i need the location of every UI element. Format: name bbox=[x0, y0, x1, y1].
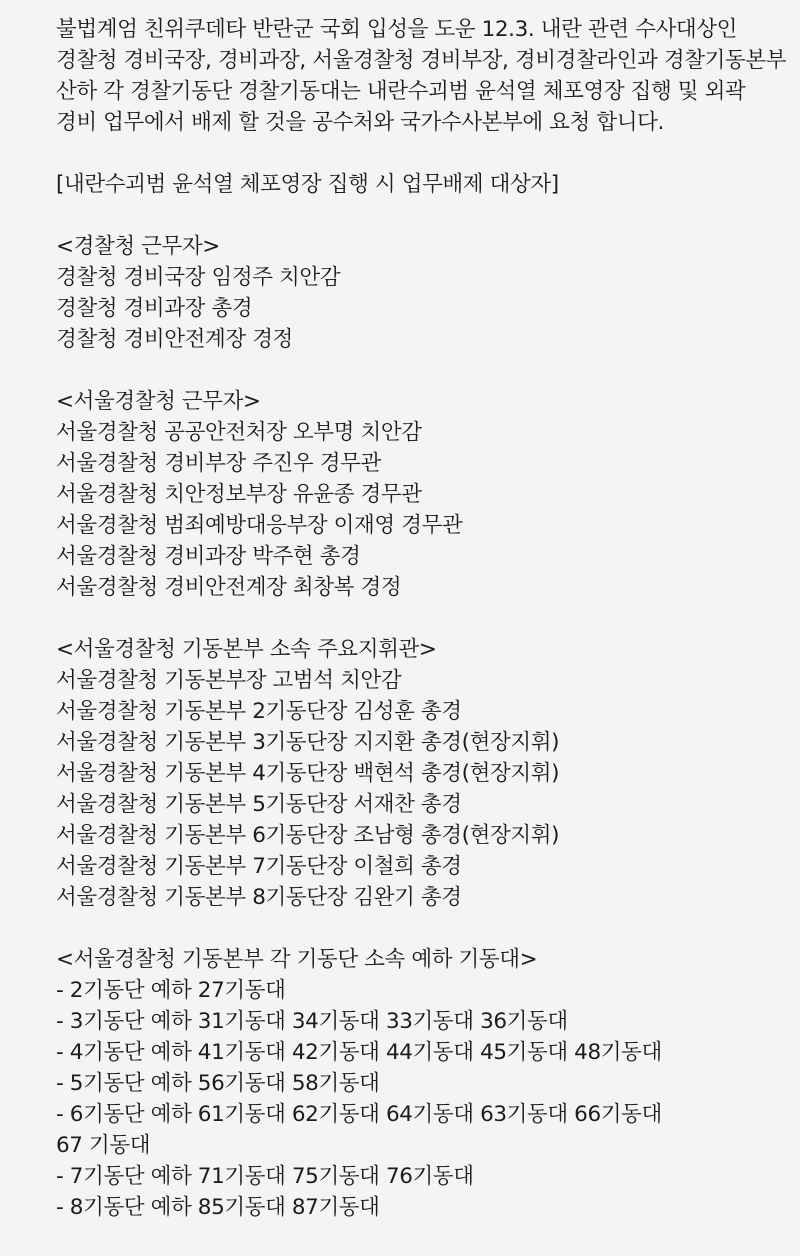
spacer bbox=[56, 355, 790, 386]
list-item: - 5기동단 예하 56기동대 58기동대 bbox=[56, 1071, 380, 1096]
list-item: 경찰청 경비과장 총경 bbox=[56, 296, 253, 321]
list-item: 서울경찰청 경비안전계장 최창복 경정 bbox=[56, 575, 402, 600]
list-item: 서울경찰청 경비부장 주진우 경무관 bbox=[56, 451, 381, 476]
spacer bbox=[56, 913, 790, 944]
intro-paragraph: 불법계엄 친위쿠데타 반란군 국회 입성을 도운 12.3. 내란 관련 수사대상인 경찰청 경비국장, 경비과장, 서울경찰청 경비부장, 경비경찰라인과 경찰기동본부 산하 각 경찰기동단 경찰기동대는 내란수괴범 윤석열 체포영장 집행 및 외곽 경비 업무에서 배제 할 것을 공수처와 국가수사본부에 요청 합니다. bbox=[56, 17, 787, 135]
list-item: 서울경찰청 기동본부장 고범석 치안감 bbox=[56, 668, 402, 693]
list-item: - 8기동단 예하 85기동대 87기동대 bbox=[56, 1195, 380, 1220]
section-mobile-units bbox=[56, 944, 790, 1223]
list-item: 서울경찰청 기동본부 6기동단장 조남형 총경(현장지휘) bbox=[56, 823, 560, 848]
list-item: 서울경찰청 경비과장 박주현 총경 bbox=[56, 544, 361, 569]
list-item: 서울경찰청 기동본부 5기동단장 서재찬 총경 bbox=[56, 792, 462, 817]
section-title: <경찰청 근무자> bbox=[56, 234, 220, 259]
list-item: 경찰청 경비안전계장 경정 bbox=[56, 327, 293, 352]
list-item: - 2기동단 예하 27기동대 bbox=[56, 978, 286, 1003]
section-seoul-police bbox=[56, 386, 790, 603]
list-item: - 7기동단 예하 71기동대 75기동대 76기동대 bbox=[56, 1164, 474, 1189]
section-title: <서울경찰청 기동본부 각 기동단 소속 예하 기동대> bbox=[56, 947, 538, 972]
spacer bbox=[56, 200, 790, 231]
list-item: 서울경찰청 기동본부 4기동단장 백현석 총경(현장지휘) bbox=[56, 761, 560, 786]
section-title: <서울경찰청 기동본부 소속 주요지휘관> bbox=[56, 637, 437, 662]
spacer bbox=[56, 603, 790, 634]
document-body bbox=[56, 14, 790, 1223]
list-title: [내란수괴범 윤석열 체포영장 집행 시 업무배제 대상자] bbox=[56, 172, 559, 197]
list-item: 서울경찰청 기동본부 7기동단장 이철희 총경 bbox=[56, 854, 462, 879]
list-item: 67 기동대 bbox=[56, 1133, 151, 1158]
list-item: - 6기동단 예하 61기동대 62기동대 64기동대 63기동대 66기동대 bbox=[56, 1102, 662, 1127]
list-item: - 3기동단 예하 31기동대 34기동대 33기동대 36기동대 bbox=[56, 1009, 568, 1034]
list-item: 서울경찰청 기동본부 8기동단장 김완기 총경 bbox=[56, 885, 462, 910]
section-mobile-commanders bbox=[56, 634, 790, 913]
list-item: 경찰청 경비국장 임정주 치안감 bbox=[56, 265, 341, 290]
list-item: - 4기동단 예하 41기동대 42기동대 44기동대 45기동대 48기동대 bbox=[56, 1040, 662, 1065]
section-title: <서울경찰청 근무자> bbox=[56, 389, 261, 414]
spacer bbox=[56, 138, 790, 169]
list-item: 서울경찰청 범죄예방대응부장 이재영 경무관 bbox=[56, 513, 463, 538]
section-police-agency bbox=[56, 231, 790, 355]
list-item: 서울경찰청 기동본부 3기동단장 지지환 총경(현장지휘) bbox=[56, 730, 560, 755]
list-item: 서울경찰청 치안정보부장 유윤종 경무관 bbox=[56, 482, 422, 507]
list-item: 서울경찰청 공공안전처장 오부명 치안감 bbox=[56, 420, 422, 445]
list-item: 서울경찰청 기동본부 2기동단장 김성훈 총경 bbox=[56, 699, 462, 724]
